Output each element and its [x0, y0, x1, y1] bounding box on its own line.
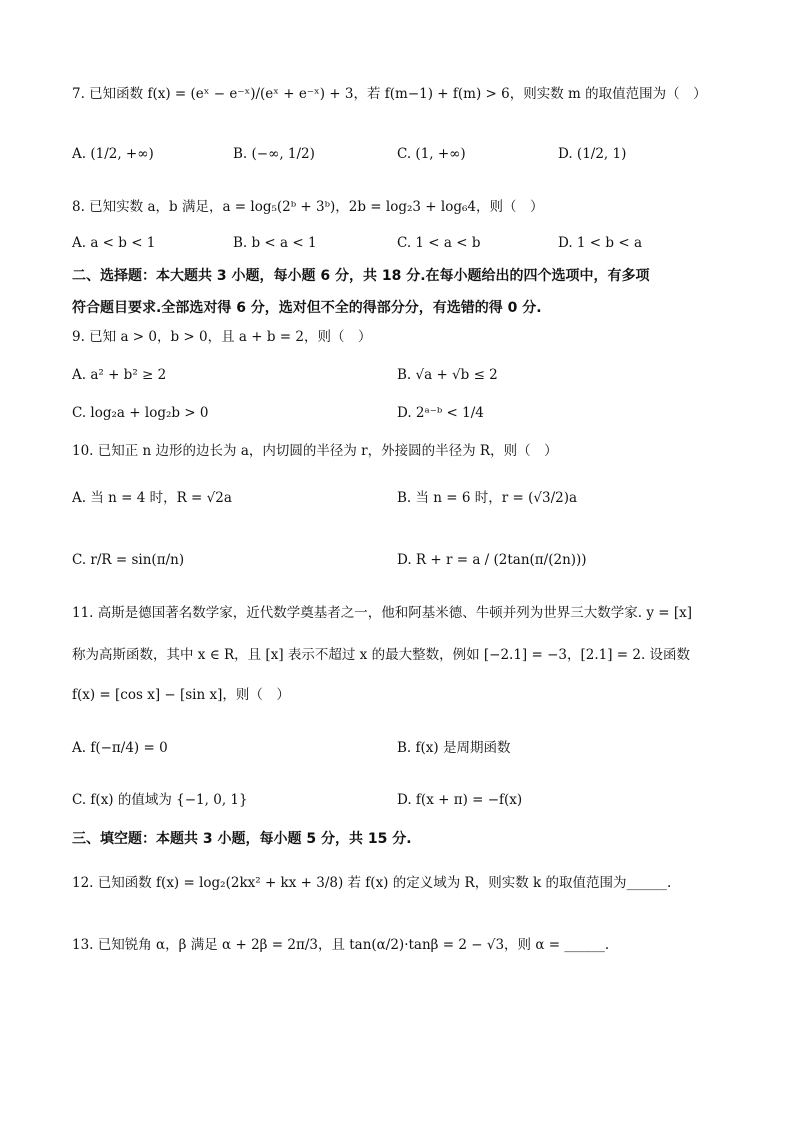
q11-option-c: C. f(x) 的值域为 {−1, 0, 1} — [72, 792, 248, 808]
q7-option-c: C. (1, +∞) — [397, 146, 466, 162]
q10-option-c: C. r/R = sin(π/n) — [72, 552, 185, 568]
q11-stem-line3: f(x) = [cos x] − [sin x]，则（ ） — [72, 687, 290, 703]
q8-option-c: C. 1 < a < b — [397, 235, 481, 251]
q8-option-a: A. a < b < 1 — [72, 235, 156, 251]
q8-option-d: D. 1 < b < a — [558, 235, 642, 251]
section-2-heading-line1: 二、选择题：本大题共 3 小题，每小题 6 分，共 18 分.在每小题给出的四个选项中，有多项 — [72, 268, 650, 284]
q10-stem: 10. 已知正 n 边形的边长为 a，内切圆的半径为 r，外接圆的半径为 R，则（ ） — [72, 443, 558, 459]
q10-option-b: B. 当 n = 6 时，r = (√3/2)a — [397, 490, 578, 506]
q10-option-d: D. R + r = a / (2tan(π/(2n))) — [397, 552, 587, 568]
section-3-heading: 三、填空题：本题共 3 小题，每小题 5 分，共 15 分. — [72, 831, 412, 847]
q7-option-d: D. (1/2, 1) — [558, 146, 627, 162]
q8-option-b: B. b < a < 1 — [233, 235, 317, 251]
q11-stem-line1: 11. 高斯是德国著名数学家，近代数学奠基者之一，他和阿基米德、牛顿并列为世界三大数学家. y = [x] — [72, 605, 693, 621]
q12-stem: 12. 已知函数 f(x) = log₂(2kx² + kx + 3/8) 若 f(x) 的定义域为 R，则实数 k 的取值范围为______. — [72, 875, 672, 891]
q9-option-b: B. √a + √b ≤ 2 — [397, 367, 498, 383]
q9-option-a: A. a² + b² ≥ 2 — [72, 367, 167, 383]
q13-stem: 13. 已知锐角 α，β 满足 α + 2β = 2π/3，且 tan(α/2)·tanβ = 2 − √3，则 α = ______. — [72, 937, 610, 953]
q11-stem-line2: 称为高斯函数，其中 x ∈ R，且 [x] 表示不超过 x 的最大整数，例如 [−2.1] = −3，[2.1] = 2. 设函数 — [72, 647, 691, 663]
q11-option-a: A. f(−π/4) = 0 — [72, 740, 168, 756]
section-2-heading-line2: 符合题目要求.全部选对得 6 分，选对但不全的得部分分，有选错的得 0 分. — [72, 300, 542, 316]
q10-option-a: A. 当 n = 4 时，R = √2a — [72, 490, 232, 506]
q8-stem: 8. 已知实数 a，b 满足，a = log₅(2ᵇ + 3ᵇ)，2b = log₂3 + log₆4，则（ ） — [72, 199, 544, 215]
q11-option-d: D. f(x + π) = −f(x) — [397, 792, 523, 808]
q9-option-d: D. 2ᵃ⁻ᵇ < 1/4 — [397, 405, 484, 421]
q9-stem: 9. 已知 a > 0，b > 0，且 a + b = 2，则（ ） — [72, 329, 372, 345]
q11-option-b: B. f(x) 是周期函数 — [397, 740, 511, 756]
q7-option-b: B. (−∞, 1/2) — [233, 146, 315, 162]
q7-option-a: A. (1/2, +∞) — [72, 146, 154, 162]
q9-option-c: C. log₂a + log₂b > 0 — [72, 405, 209, 421]
q7-stem: 7. 已知函数 f(x) = (eˣ − e⁻ˣ)/(eˣ + e⁻ˣ) + 3，若 f(m−1) + f(m) > 6，则实数 m 的取值范围为（ ） — [72, 86, 707, 102]
